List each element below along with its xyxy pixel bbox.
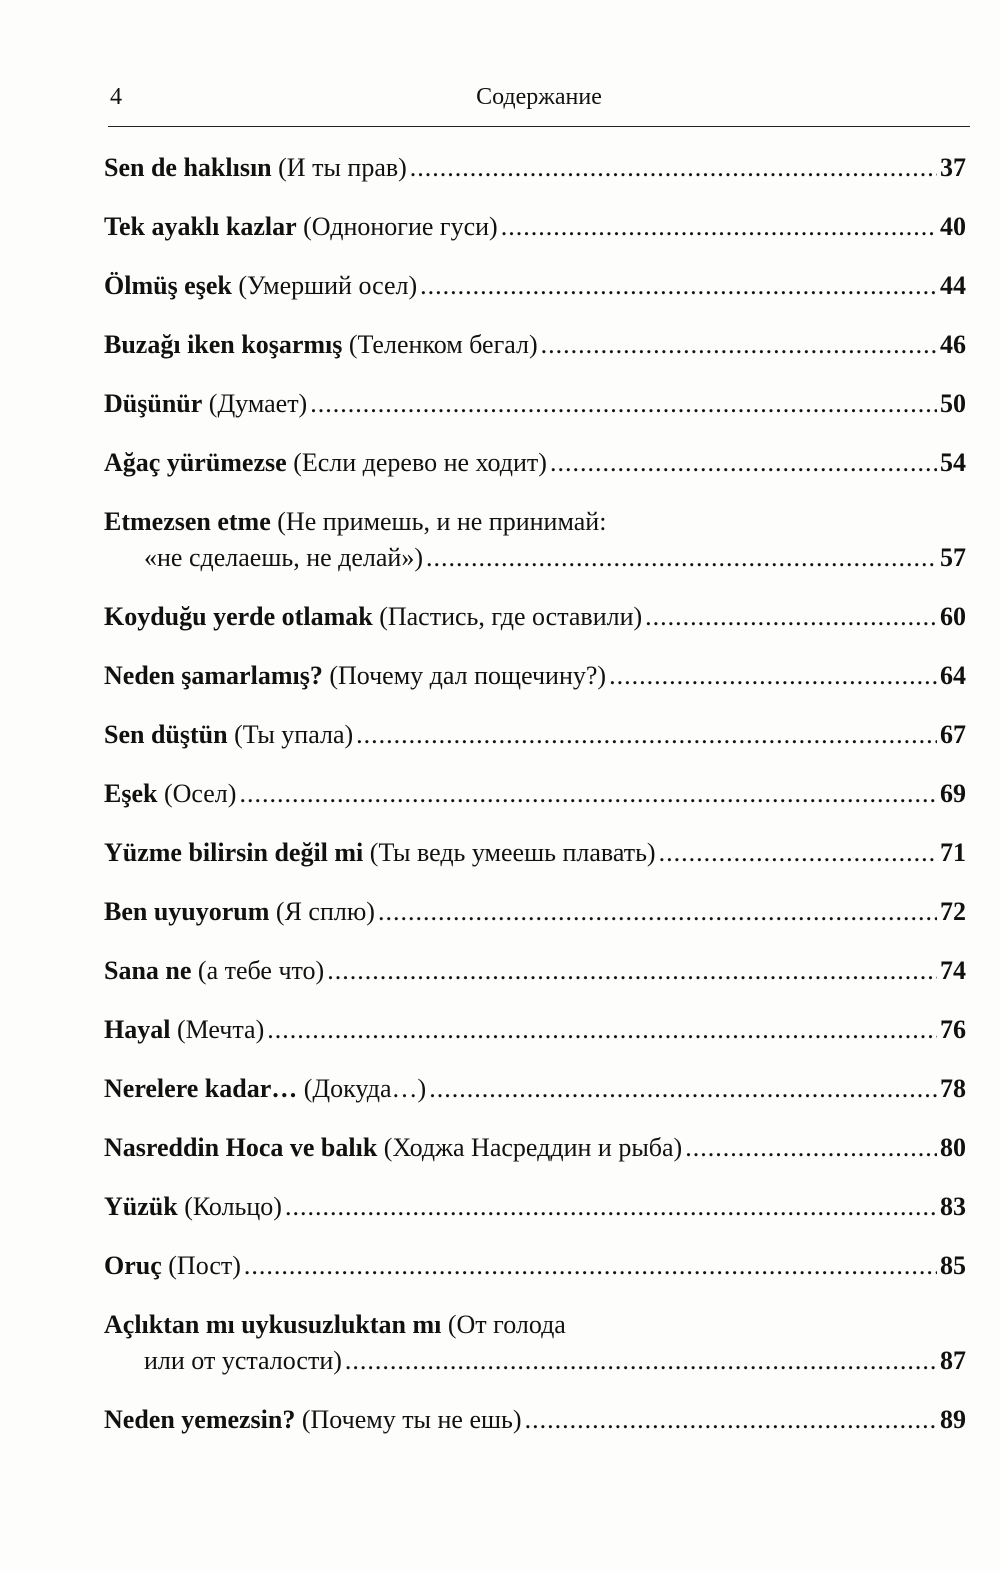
entry-title-turkish: Ben uyuyorum — [104, 897, 270, 926]
dot-leader — [609, 658, 937, 694]
entry-title-russian: (Докуда…) — [303, 1074, 427, 1103]
entry-title-turkish: Açlıktan mı uykusuzluktan mı — [104, 1310, 442, 1339]
entry-title-turkish: Neden şamarlamış? — [104, 661, 323, 690]
entry-title-turkish: Nasreddin Hoca ve balık — [104, 1133, 378, 1162]
entry-page-number: 60 — [940, 602, 966, 631]
running-title: Содержание — [476, 84, 602, 110]
entry-title-russian: (Пастись, где оставили) — [379, 602, 643, 631]
toc-entry[interactable] — [104, 1307, 966, 1379]
toc-entry[interactable] — [104, 1402, 966, 1438]
entry-title-russian: (От голода — [447, 1310, 566, 1339]
entry-title-russian: (Умерший осел) — [238, 271, 418, 300]
entry-title-russian-continued: «не сделаешь, не делай») — [144, 543, 424, 572]
entry-title-russian: (Не примешь, и не принимай: — [277, 507, 607, 536]
entry-page-number: 85 — [940, 1251, 966, 1280]
dot-leader — [345, 1343, 937, 1379]
entry-title-turkish: Sana ne — [104, 956, 192, 985]
entry-title-russian: (Ты упала) — [234, 720, 354, 749]
entry-title-russian: (Теленком бегал) — [348, 330, 538, 359]
toc-entry[interactable] — [104, 658, 966, 694]
entry-page-number: 50 — [940, 389, 966, 418]
entry-page-number: 69 — [940, 779, 966, 808]
entry-title-turkish: Ağaç yürümezse — [104, 448, 287, 477]
toc-entry[interactable] — [104, 953, 966, 989]
entry-title-russian: (И ты прав) — [278, 153, 407, 182]
page-header — [108, 80, 970, 127]
entry-title-turkish: Buzağı iken koşarmış — [104, 330, 343, 359]
entry-page-number: 72 — [940, 897, 966, 926]
dot-leader — [420, 268, 937, 304]
entry-page-number: 46 — [940, 330, 966, 359]
dot-leader — [267, 1012, 937, 1048]
entry-title-russian: (Я сплю) — [275, 897, 375, 926]
page-number: 4 — [110, 84, 122, 110]
entry-page-number: 89 — [940, 1405, 966, 1434]
entry-page-number: 54 — [940, 448, 966, 477]
dot-leader — [659, 835, 937, 871]
entry-title-turkish: Yüzük — [104, 1192, 178, 1221]
entry-page-number: 64 — [940, 661, 966, 690]
dot-leader — [685, 1130, 937, 1166]
toc-entry[interactable] — [104, 1071, 966, 1107]
entry-title-russian: (Одноногие гуси) — [303, 212, 498, 241]
toc-entry[interactable] — [104, 386, 966, 422]
entry-title-turkish: Sen de haklısın — [104, 153, 272, 182]
entry-page-number: 78 — [940, 1074, 966, 1103]
entry-page-number: 83 — [940, 1192, 966, 1221]
entry-title-turkish: Eşek — [104, 779, 158, 808]
entry-page-number: 57 — [940, 543, 966, 572]
entry-title-turkish: Nerelere kadar… — [104, 1074, 298, 1103]
dot-leader — [239, 776, 937, 812]
toc-entry[interactable] — [104, 776, 966, 812]
toc-entry[interactable] — [104, 268, 966, 304]
dot-leader — [327, 953, 937, 989]
entry-title-russian-continued: или от усталости) — [144, 1346, 342, 1375]
entry-title-russian: (Кольцо) — [184, 1192, 282, 1221]
entry-title-turkish: Yüzme bilirsin değil mi — [104, 838, 364, 867]
toc-entry[interactable] — [104, 150, 966, 186]
toc-entry[interactable] — [104, 1130, 966, 1166]
entry-title-turkish: Tek ayaklı kazlar — [104, 212, 297, 241]
entry-title-russian: (Думает) — [208, 389, 308, 418]
toc-entry[interactable] — [104, 717, 966, 753]
toc-entry[interactable] — [104, 599, 966, 635]
entry-title-russian: (Почему дал пощечину?) — [329, 661, 607, 690]
dot-leader — [501, 209, 937, 245]
entry-title-turkish: Sen düştün — [104, 720, 228, 749]
toc-entry[interactable] — [104, 445, 966, 481]
toc-entry[interactable] — [104, 1189, 966, 1225]
entry-page-number: 87 — [940, 1346, 966, 1375]
entry-title-russian: (а тебе что) — [197, 956, 325, 985]
entry-page-number: 71 — [940, 838, 966, 867]
entry-page-number: 40 — [940, 212, 966, 241]
dot-leader — [285, 1189, 937, 1225]
entry-title-turkish: Düşünür — [104, 389, 203, 418]
entry-title-turkish: Neden yemezsin? — [104, 1405, 296, 1434]
toc-entry[interactable] — [104, 504, 966, 576]
entry-title-russian: (Ходжа Насреддин и рыба) — [383, 1133, 683, 1162]
entry-title-russian: (Если дерево не ходит) — [293, 448, 547, 477]
dot-leader — [426, 540, 937, 576]
entry-page-number: 67 — [940, 720, 966, 749]
dot-leader — [645, 599, 937, 635]
dot-leader — [378, 894, 937, 930]
entry-title-turkish: Ölmüş eşek — [104, 271, 232, 300]
entry-title-turkish: Hayal — [104, 1015, 171, 1044]
toc-entry[interactable] — [104, 1248, 966, 1284]
entry-title-turkish: Etmezsen etme — [104, 507, 271, 536]
entry-page-number: 37 — [940, 153, 966, 182]
dot-leader — [429, 1071, 937, 1107]
toc-entry[interactable] — [104, 209, 966, 245]
entry-title-russian: (Мечта) — [176, 1015, 265, 1044]
dot-leader — [356, 717, 937, 753]
dot-leader — [525, 1402, 937, 1438]
entry-title-russian: (Пост) — [168, 1251, 241, 1280]
entry-title-turkish: Koyduğu yerde otlamak — [104, 602, 373, 631]
toc-entry[interactable] — [104, 1012, 966, 1048]
entry-page-number: 76 — [940, 1015, 966, 1044]
entry-page-number: 80 — [940, 1133, 966, 1162]
toc-entry[interactable] — [104, 327, 966, 363]
entry-title-russian: (Почему ты не ешь) — [301, 1405, 522, 1434]
dot-leader — [550, 445, 937, 481]
dot-leader — [541, 327, 937, 363]
entry-title-turkish: Oruç — [104, 1251, 162, 1280]
toc-entry[interactable] — [104, 894, 966, 930]
dot-leader — [244, 1248, 937, 1284]
entry-title-russian: (Осел) — [163, 779, 237, 808]
entry-page-number: 44 — [940, 271, 966, 300]
dot-leader — [310, 386, 937, 422]
entry-page-number: 74 — [940, 956, 966, 985]
dot-leader — [410, 150, 937, 186]
toc-entry[interactable] — [104, 835, 966, 871]
entry-title-russian: (Ты ведь умеешь плавать) — [369, 838, 656, 867]
